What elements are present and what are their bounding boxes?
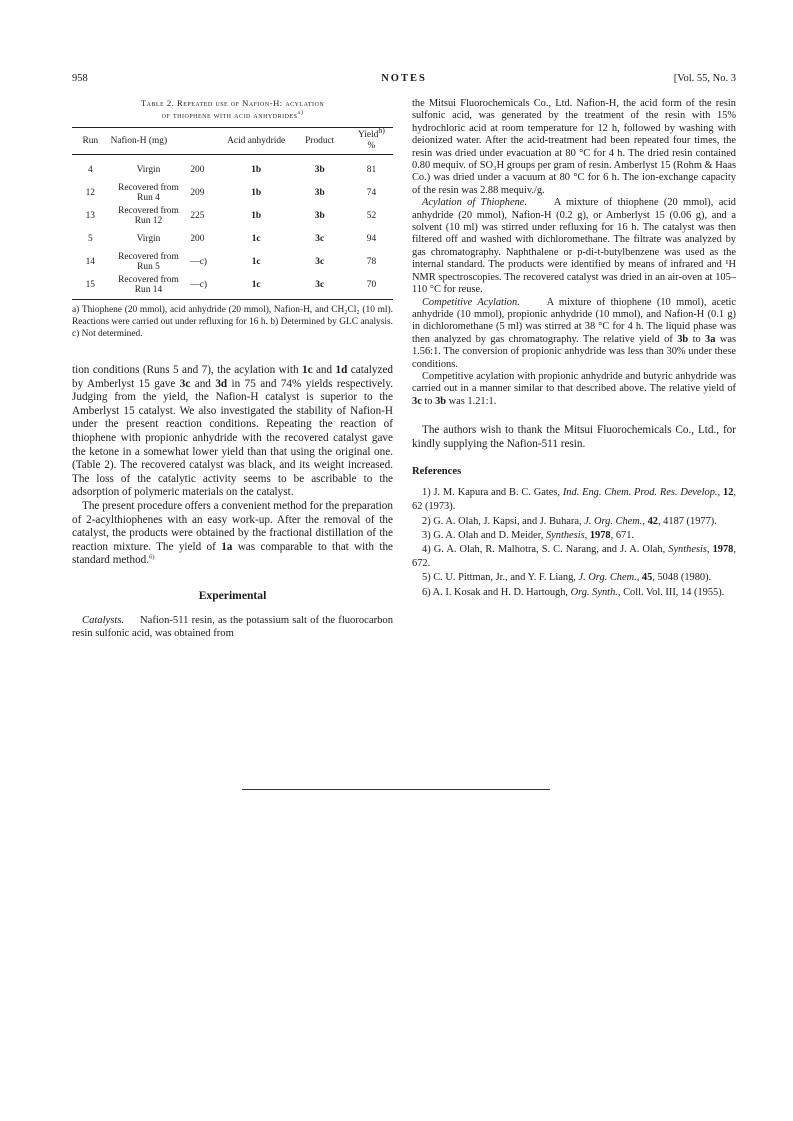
cell-product: 3b xyxy=(314,164,325,175)
col-product: Product xyxy=(290,128,350,155)
results-table xyxy=(72,127,393,300)
cell-product: 3c xyxy=(290,273,350,300)
competitive-label: Competitive Acylation. xyxy=(422,296,520,308)
cell-anhydride: 1c xyxy=(223,273,290,300)
table-header-row xyxy=(72,128,393,155)
cell-product: 3c xyxy=(315,256,325,267)
cell-anhydride: 1c xyxy=(251,233,261,244)
catalysts-label: Catalysts. xyxy=(82,615,125,627)
table-row xyxy=(72,204,393,227)
table-caption-line2: of thiophene with acid anhydrides xyxy=(161,109,298,120)
cell-mg: 225 xyxy=(190,210,205,221)
cell-product: 3c xyxy=(315,233,325,244)
cell-run: 13 xyxy=(85,210,95,221)
cell-catalyst: Recovered from Run 12 xyxy=(118,205,179,226)
table-row xyxy=(72,155,393,182)
page-number: 958 xyxy=(72,73,88,84)
cell-yield: 52 xyxy=(366,210,377,221)
cell-yield: 94 xyxy=(366,233,377,244)
table-row xyxy=(72,181,393,204)
competitive2-paragraph: Competitive acylation with propionic anhydride and butyric anhydride was carried out in a manner similar to that described above. The relative yield of 3c to 3b was 1.21:1. xyxy=(412,370,736,407)
reference-item: 6) A. I. Kosak and H. D. Hartough, Org. Synth., Coll. Vol. III, 14 (1955). xyxy=(422,586,725,598)
cell-yield: 74 xyxy=(366,187,377,198)
cell-product: 3b xyxy=(314,210,325,221)
page-header xyxy=(72,73,736,87)
cell-run: 12 xyxy=(85,187,95,198)
cell-anhydride: 1b xyxy=(251,210,262,221)
table-caption xyxy=(72,98,393,121)
cell-mg: —c) xyxy=(188,273,222,300)
end-rule xyxy=(242,789,550,790)
cell-yield: 78 xyxy=(366,256,377,267)
left-column xyxy=(72,98,393,640)
cell-mg: 200 xyxy=(190,164,205,175)
col-yield-label: Yield xyxy=(358,130,379,140)
cell-anhydride: 1b xyxy=(251,187,262,198)
cell-anhydride: 1c xyxy=(251,256,261,267)
reference-item: 2) G. A. Olah, J. Kapsi, and J. Buhara, J. Org. Chem., 42, 4187 (1977). xyxy=(422,515,717,527)
cell-run: 5 xyxy=(87,233,93,244)
cell-catalyst: Recovered from Run 5 xyxy=(118,251,179,272)
reference-item: 1) J. M. Kapura and B. C. Gates, Ind. Eng. Chem. Prod. Res. Develop., 12, 62 (1973). xyxy=(412,487,736,513)
acylation-label: Acylation of Thiophene. xyxy=(422,197,528,209)
cell-yield: 81 xyxy=(366,164,377,175)
col-nafion: Nafion-H (mg) xyxy=(109,128,223,155)
cell-yield: 70 xyxy=(350,273,393,300)
paragraph-2: The present procedure offers a convenient method for the preparation of 2-acylthiophenes with an easy work-up. After the removal of the catalyst, the products were obtained by the fractional distillation of the reaction mixture. The yield of 1a was comparable to that with the standard method.$^{6)}$ xyxy=(72,499,393,567)
catalysts-continued: the Mitsui Fluorochemicals Co., Ltd. Nafion-H, the acid form of the resin sulfonic acid, was generated by the treatment of the resin with 15% hydrochloric acid at room temperature for 12 h, followed by washing with deionized water. After the acid-treatment had been repeated four times, the resin was dried under evacuation at 80 °C for 4 h. The dried resin contained 0.80 mequiv. of SO₃H groups per gram of resin. Amberlyst 15 (Rohm & Haas Co.) was dried under a vacuum at 80 °C for 6 h. The ion-exchange capacity of the resin was 2.88 mequiv./g. xyxy=(412,98,736,196)
table-caption-line1: Table 2. Repeated use of Nafion-H: acylation xyxy=(140,98,325,108)
reference-item: 4) G. A. Olah, R. Malhotra, S. C. Narang, and J. A. Olah, Synthesis, 1978, 672. xyxy=(412,543,736,570)
experimental-catalysts: Catalysts. Nafion-511 resin, as the potassium salt of the fluorocarbon resin sulfonic acid, was obtained from xyxy=(72,615,393,640)
table-row xyxy=(72,273,393,300)
cell-catalyst: Recovered from Run 4 xyxy=(118,182,179,203)
references-heading: References xyxy=(412,465,462,477)
col-acid-anhydride: Acid anhydride xyxy=(223,128,290,155)
table-row xyxy=(72,250,393,273)
table-row xyxy=(72,227,393,250)
cell-mg: 200 xyxy=(190,233,205,244)
cell-anhydride: 1b xyxy=(251,164,262,175)
cell-catalyst: Virgin xyxy=(136,164,161,175)
cell-run: 15 xyxy=(72,273,109,300)
cell-run: 14 xyxy=(85,256,95,267)
acknowledgement: The authors wish to thank the Mitsui Fluorochemicals Co., Ltd., for kindly supplying the Nafion-511 resin. xyxy=(412,424,736,450)
col-yield-sup: b) xyxy=(378,125,385,135)
cell-mg: —c) xyxy=(190,256,207,267)
col-yield-unit: % xyxy=(367,141,376,151)
cell-catalyst: Recovered from Run 14 xyxy=(109,273,189,300)
right-column xyxy=(412,98,736,600)
discussion-text xyxy=(72,364,393,568)
table-caption-sup: a) xyxy=(297,109,304,116)
section-title: NOTES xyxy=(381,73,427,84)
experimental-continued xyxy=(412,98,736,408)
paragraph-1: tion conditions (Runs 5 and 7), the acylation with 1c and 1d catalyzed by Amberlyst 15 gave 3c and 3d in 75 and 74% yields respectively. Judging from the yield, the Nafion-H catalyst is superior to the Amberlyst 15 catalyst. We also investigated the stability of Nafion-H under the present reaction conditions. Repeating the reaction of thiophene with propionic anhydride with the recovered catalyst gave the ketone in a somewhat lower yield than that using the original one. (Table 2). The recovered catalyst was black, and its weight increased. The loss of the catalytic activity seems to be ascribable to the adsorption of polymeric materials on the catalyst. xyxy=(72,364,394,499)
col-run: Run xyxy=(72,128,109,155)
reference-item: 5) C. U. Pittman, Jr., and Y. F. Liang, J. Org. Chem., 45, 5048 (1980). xyxy=(422,572,712,584)
reference-item: 3) G. A. Olah and D. Meider, Synthesis, 1978, 671. xyxy=(422,529,635,541)
cell-product: 3b xyxy=(314,187,325,198)
cell-run: 4 xyxy=(87,164,93,175)
cell-mg: 209 xyxy=(190,187,205,198)
experimental-heading: Experimental xyxy=(198,588,267,602)
volume-info: [Vol. 55, No. 3 xyxy=(673,73,736,84)
references-list xyxy=(412,486,736,600)
cell-catalyst: Virgin xyxy=(136,233,161,244)
table-body xyxy=(72,155,393,300)
acylation-paragraph: Acylation of Thiophene. A mixture of thiophene (20 mmol), acid anhydride (20 mmol), Nafion-H (0.2 g), or Amberlyst 15 (0.06 g), and a solvent (10 ml) was stirred under refluxing for 16 h. The catalyst was then filtered off and washed with dichloromethane. The filtrate was analyzed by gas chromatography. Naphthalene or p-di-t-butylbenzene was used as the internal standard. The products were identified by means of infrared and ¹H NMR spectroscopies. The recovered catalyst was dried in an air-oven at 105–110 °C for reuse. xyxy=(412,197,736,296)
competitive-paragraph: Competitive Acylation. A mixture of thiophene (10 mmol), acetic anhydride (10 mmol), propionic anhydride (10 mmol), and Nafion-H (0.1 g) in dichloromethane (5 ml) was stirred at 38 °C for 4 h. The liquid phase was then analyzed by gas chromatography. The relative yield of 3b to 3a was 1.56:1. The conversion of propionic anhydride was less than 30% under these conditions. xyxy=(412,296,736,370)
col-yield xyxy=(350,125,393,155)
table-footnote: a) Thiophene (20 mmol), acid anhydride (20 mmol), Nafion-H, and CH₂Cl₂ (10 ml). Reactions were carried out under refluxing for 16 h. b) Determined by GLC analysis. c) Not determined. xyxy=(72,305,393,339)
